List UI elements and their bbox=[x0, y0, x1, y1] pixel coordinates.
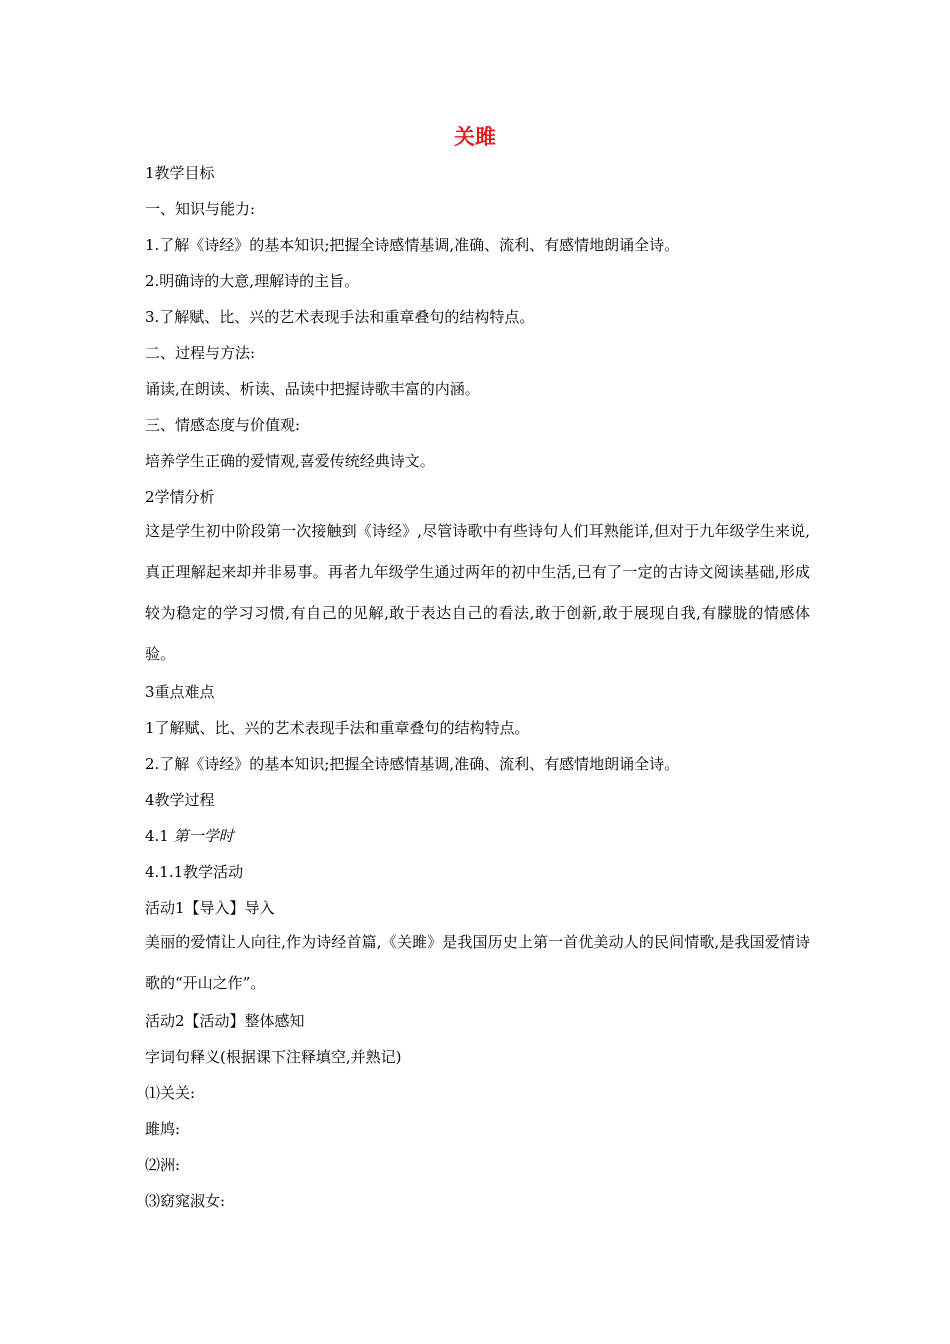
keypoint-item: 1了解赋、比、兴的艺术表现手法和重章叠句的结构特点。 bbox=[145, 719, 530, 737]
knowledge-item: 2.明确诗的大意,理解诗的主旨。 bbox=[145, 272, 360, 290]
vocab-item: ⑴关关: bbox=[145, 1084, 196, 1102]
activity1-heading: 活动1【导入】导入 bbox=[145, 899, 275, 917]
subheading-knowledge: 一、知识与能力: bbox=[145, 200, 256, 218]
knowledge-item: 1.了解《诗经》的基本知识;把握全诗感情基调,准确、流利、有感情地朗诵全诗。 bbox=[145, 236, 680, 254]
vocab-item: ⑶窈窕淑女: bbox=[145, 1192, 226, 1210]
subheading-emotion: 三、情感态度与价值观: bbox=[145, 416, 301, 434]
vocab-heading: 字词句释义(根据课下注释填空,并熟记) bbox=[145, 1048, 402, 1066]
analysis-paragraph: 这是学生初中阶段第一次接触到《诗经》,尽管诗歌中有些诗句人们耳熟能详,但对于九年级学生来说,真正理解起来却并非易事。再者九年级学生通过两年的初中生活,已有了一定的古诗文阅读基础,形成较为稳定的学习习惯,有自己的见解,敢于表达自己的看法,敢于创新,敢于展现自我,有朦胧的情感体验。 bbox=[145, 522, 810, 663]
emotion-text: 培养学生正确的爱情观,喜爱传统经典诗文。 bbox=[145, 452, 435, 470]
activity2-heading: 活动2【活动】整体感知 bbox=[145, 1012, 305, 1030]
document-title: 关雎 bbox=[454, 125, 496, 149]
lesson-number: 4.1 bbox=[145, 827, 169, 845]
activity1-paragraph: 美丽的爱情让人向往,作为诗经首篇,《关雎》是我国历史上第一首优美动人的民间情歌,是我国爱情诗歌的“开山之作”。 bbox=[145, 933, 810, 992]
knowledge-item: 3.了解赋、比、兴的艺术表现手法和重章叠句的结构特点。 bbox=[145, 308, 535, 326]
section-heading-keypoints: 3重点难点 bbox=[145, 683, 215, 701]
lesson-heading bbox=[145, 826, 815, 846]
activity-heading: 4.1.1教学活动 bbox=[145, 863, 244, 881]
section-heading-analysis: 2学情分析 bbox=[145, 488, 215, 506]
section-heading-teaching: 4教学过程 bbox=[145, 791, 215, 809]
lesson-name: 第一学时 bbox=[173, 827, 234, 845]
vocab-item: 雎鸠: bbox=[145, 1120, 181, 1138]
section-heading-objectives: 1教学目标 bbox=[145, 164, 215, 182]
keypoint-item: 2.了解《诗经》的基本知识;把握全诗感情基调,准确、流利、有感情地朗诵全诗。 bbox=[145, 755, 680, 773]
vocab-item: ⑵洲: bbox=[145, 1156, 181, 1174]
subheading-process: 二、过程与方法: bbox=[145, 344, 256, 362]
process-text: 诵读,在朗读、析读、品读中把握诗歌丰富的内涵。 bbox=[145, 380, 480, 398]
